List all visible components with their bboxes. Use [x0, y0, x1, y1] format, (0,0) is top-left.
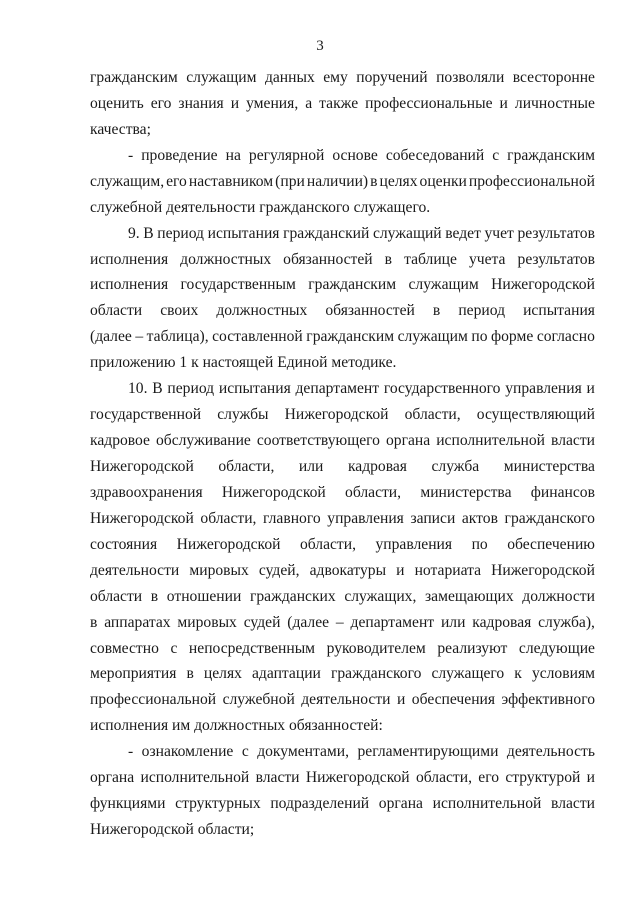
text-line: в аппаратах мировых судей (далее – департамент или кадровая служба), — [90, 613, 595, 631]
text-line: мероприятия в целях адаптации гражданского служащего к условиям — [90, 665, 595, 683]
text-line: 9. В период испытания гражданский служащий ведет учет результатов — [128, 224, 595, 242]
text-line: - проведение на регулярной основе собеседований с гражданским — [128, 146, 595, 164]
text-line: исполнения им должностных обязанностей: — [90, 717, 383, 735]
text-line: совместно с непосредственным руководителем реализуют следующие — [90, 639, 595, 657]
text-line: служащим, его наставником (при наличии) в целях оценки профессиональной — [90, 172, 595, 190]
text-line: профессиональной служебной деятельности и обеспечения эффективного — [90, 691, 595, 709]
text-line: области в отношении гражданских служащих, замещающих должности — [90, 587, 595, 605]
text-line: 10. В период испытания департамент государственного управления и — [128, 380, 595, 398]
text-line: служебной деятельности гражданского служащего. — [90, 198, 431, 216]
text-line: деятельности мировых судей, адвокатуры и нотариата Нижегородской — [90, 561, 595, 579]
text-line: Нижегородской области, главного управления записи актов гражданского — [90, 509, 595, 527]
text-line: Нижегородской области, или кадровая служба министерства — [90, 457, 595, 475]
text-line: качества; — [90, 120, 151, 138]
text-line: государственной службы Нижегородской области, осуществляющий — [90, 406, 595, 424]
text-line: оценить его знания и умения, а также профессиональные и личностные — [90, 94, 595, 112]
text-line: исполнения государственным гражданским служащим Нижегородской — [90, 276, 595, 294]
text-line: функциями структурных подразделений органа исполнительной власти — [90, 795, 595, 812]
text-line: области своих должностных обязанностей в период испытания — [90, 302, 595, 320]
text-line: (далее – таблица), составленной гражданским служащим по форме согласно — [90, 328, 595, 346]
text-line: приложению 1 к настоящей Единой методике. — [90, 354, 397, 372]
text-line: состояния Нижегородской области, управления по обеспечению — [90, 535, 595, 553]
text-line: органа исполнительной власти Нижегородской области, его структурой и — [90, 769, 595, 787]
text-line: исполнения должностных обязанностей в таблице учета результатов — [90, 250, 595, 268]
text-line: Нижегородской области; — [90, 821, 255, 838]
text-line: кадровое обслуживание соответствующего органа исполнительной власти — [90, 432, 595, 449]
text-line: - ознакомление с документами, регламентирующими деятельность — [128, 743, 595, 761]
page-number: 3 — [316, 38, 324, 54]
text-line: гражданским служащим данных ему поручений позволяли всесторонне — [90, 69, 595, 86]
text-line: здравоохранения Нижегородской области, министерства финансов — [90, 483, 595, 501]
